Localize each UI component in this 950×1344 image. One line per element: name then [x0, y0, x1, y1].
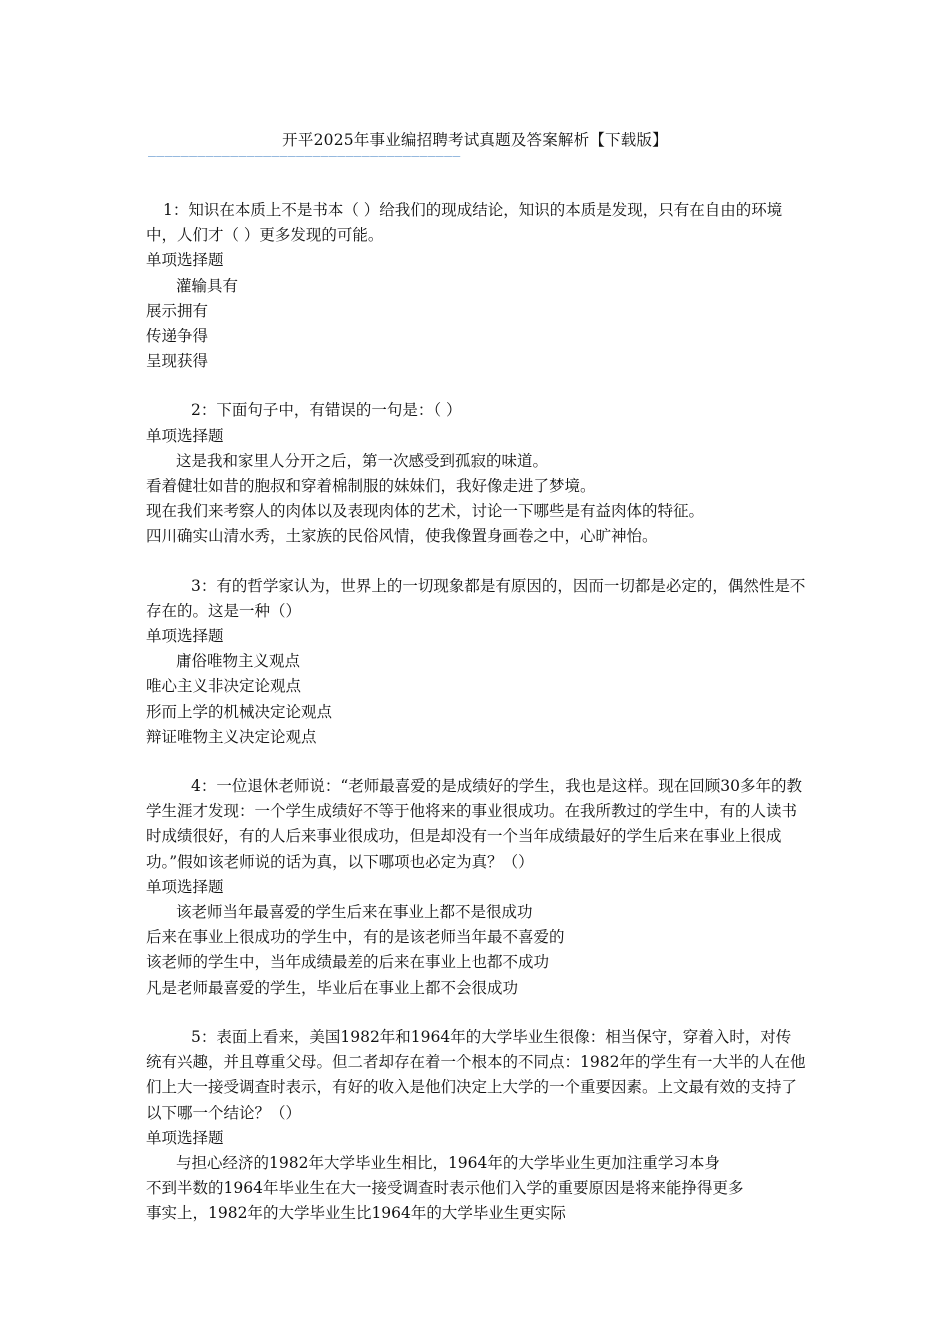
question-type: 单项选择题	[146, 627, 224, 646]
title-divider: ——————————————————————————————————————	[148, 149, 461, 164]
question-type: 单项选择题	[146, 1128, 224, 1147]
question-list	[146, 198, 806, 1251]
question-3	[146, 574, 806, 750]
document-title: 开平2025年事业编招聘考试真题及答案解析【下载版】	[282, 131, 668, 149]
option-b: 看着健壮如昔的胞叔和穿着棉制服的妹妹们，我好像走进了梦境。	[146, 477, 596, 496]
question-stem: 5：表面上看来，美国1982年和1964年的大学毕业生很像：相当保守，穿着入时，对传统有兴趣，并且尊重父母。但二者却存在着一个根本的不同点：1982年的学生有一大半的人在他们上大一接受调查时表示，有好的收入是他们决定上大学的一个重要因素。上文最有效的支持了以下哪一个结论？（）	[146, 1027, 806, 1122]
option-a: 与担心经济的1982年大学毕业生相比，1964年的大学毕业生更加注重学习本身	[176, 1153, 720, 1172]
question-1	[146, 198, 806, 374]
question-5	[146, 1025, 806, 1227]
question-type: 单项选择题	[146, 426, 224, 445]
option-a: 该老师当年最喜爱的学生后来在事业上都不是很成功	[176, 903, 533, 922]
option-a: 庸俗唯物主义观点	[176, 652, 301, 671]
option-c: 形而上学的机械决定论观点	[146, 702, 333, 721]
question-type: 单项选择题	[146, 251, 224, 270]
option-c: 传递争得	[146, 327, 209, 346]
option-c: 事实上，1982年的大学毕业生比1964年的大学毕业生更实际	[146, 1204, 566, 1223]
option-b: 不到半数的1964年毕业生在大一接受调查时表示他们入学的重要原因是将来能挣得更多	[146, 1179, 744, 1198]
option-b: 展示拥有	[146, 301, 209, 320]
option-a: 灌输具有	[176, 276, 239, 295]
option-c: 现在我们来考察人的肉体以及表现肉体的艺术，讨论一下哪些是有益肉体的特征。	[146, 502, 705, 521]
question-stem: 4：一位退休老师说：“老师最喜爱的是成绩好的学生，我也是这样。现在回顾30多年的教学生涯才发现：一个学生成绩好不等于他将来的事业很成功。在我所教过的学生中，有的人读书时成绩很好，有的人后来事业很成功，但是却没有一个当年成绩最好的学生后来在事业上很成功。”假如该老师说的话为真，以下哪项也必定为真？（）	[146, 777, 803, 871]
question-4	[146, 774, 806, 1001]
option-d: 凡是老师最喜爱的学生，毕业后在事业上都不会很成功	[146, 978, 519, 997]
option-b: 唯心主义非决定论观点	[146, 677, 302, 696]
option-b: 后来在事业上很成功的学生中，有的是该老师当年最不喜爱的	[146, 928, 565, 947]
option-d: 呈现获得	[146, 352, 209, 371]
question-stem: 2：下面句子中，有错误的一句是：（ ）	[191, 401, 462, 420]
option-a: 这是我和家里人分开之后，第一次感受到孤寂的味道。	[176, 451, 549, 470]
question-stem: 3：有的哲学家认为，世界上的一切现象都是有原因的，因而一切都是必定的，偶然性是不存在的。这是一种（）	[146, 576, 806, 620]
option-d: 辩证唯物主义决定论观点	[146, 727, 317, 746]
question-stem: 1：知识在本质上不是书本（ ）给我们的现成结论，知识的本质是发现，只有在自由的环境中，人们才（ ）更多发现的可能。	[146, 201, 783, 245]
option-c: 该老师的学生中，当年成绩最差的后来在事业上也都不成功	[146, 953, 550, 972]
question-2	[146, 398, 806, 549]
question-type: 单项选择题	[146, 877, 224, 896]
option-d: 四川确实山清水秀，土家族的民俗风情，使我像置身画卷之中，心旷神怡。	[146, 527, 658, 546]
